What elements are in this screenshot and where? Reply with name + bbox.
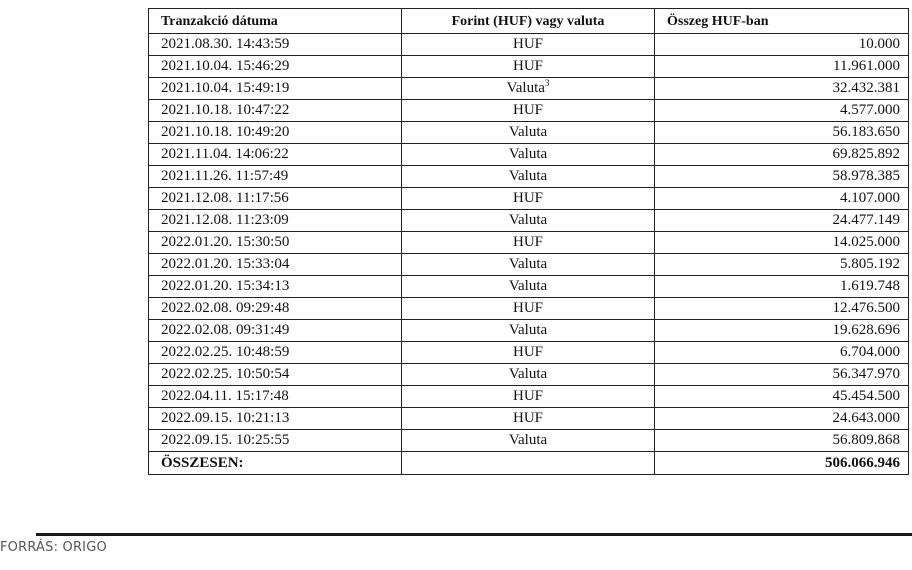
transaction-date-cell: 2022.02.25. 10:50:54 xyxy=(149,364,402,386)
amount-cell: 24.643.000 xyxy=(655,408,909,430)
currency-type-label: Valuta xyxy=(508,278,548,294)
table-row xyxy=(149,232,909,254)
transaction-date-cell: 2021.11.26. 11:57:49 xyxy=(149,166,402,188)
currency-type-label: Valuta xyxy=(508,146,548,162)
transaction-date-cell: 2022.04.11. 15:17:48 xyxy=(149,386,402,408)
amount-cell: 5.805.192 xyxy=(655,254,909,276)
table-row xyxy=(149,56,909,78)
amount-cell: 58.978.385 xyxy=(655,166,909,188)
currency-type-cell xyxy=(402,320,655,342)
transaction-date-cell: 2021.11.04. 14:06:22 xyxy=(149,144,402,166)
table-row xyxy=(149,298,909,320)
header-transaction-date: Tranzakció dátuma xyxy=(149,9,402,34)
amount-cell: 32.432.381 xyxy=(655,78,909,100)
currency-type-cell xyxy=(402,100,655,122)
currency-type-label: HUF xyxy=(512,344,543,360)
currency-type-label: Valuta xyxy=(508,168,548,184)
total-empty-cell xyxy=(402,452,655,475)
amount-cell: 12.476.500 xyxy=(655,298,909,320)
currency-type-cell xyxy=(402,430,655,452)
table-row xyxy=(149,122,909,144)
currency-type-cell xyxy=(402,144,655,166)
table-row xyxy=(149,100,909,122)
table-row xyxy=(149,210,909,232)
amount-cell: 6.704.000 xyxy=(655,342,909,364)
amount-cell: 24.477.149 xyxy=(655,210,909,232)
table-row xyxy=(149,276,909,298)
transaction-date-cell: 2021.10.18. 10:47:22 xyxy=(149,100,402,122)
table-row xyxy=(149,78,909,100)
table-row xyxy=(149,254,909,276)
amount-cell: 1.619.748 xyxy=(655,276,909,298)
currency-type-cell xyxy=(402,298,655,320)
table-row xyxy=(149,34,909,56)
currency-type-label: Valuta xyxy=(506,80,545,96)
currency-type-label: Valuta xyxy=(508,322,548,338)
total-row xyxy=(149,452,909,475)
header-amount-huf: Összeg HUF-ban xyxy=(655,9,909,34)
transaction-table xyxy=(148,8,909,475)
currency-type-label: HUF xyxy=(512,102,543,118)
currency-type-label: HUF xyxy=(512,234,543,250)
amount-cell: 19.628.696 xyxy=(655,320,909,342)
currency-type-label: Valuta xyxy=(508,432,548,448)
table-body xyxy=(149,34,909,452)
divider-line xyxy=(36,533,912,536)
amount-cell: 56.183.650 xyxy=(655,122,909,144)
transaction-date-cell: 2021.12.08. 11:17:56 xyxy=(149,188,402,210)
transaction-date-cell: 2022.09.15. 10:25:55 xyxy=(149,430,402,452)
transaction-date-cell: 2022.09.15. 10:21:13 xyxy=(149,408,402,430)
currency-type-label: Valuta xyxy=(508,256,548,272)
currency-type-label: HUF xyxy=(512,410,543,426)
amount-cell: 10.000 xyxy=(655,34,909,56)
source-caption: FORRÁS: ORIGO xyxy=(0,540,107,555)
total-amount: 506.066.946 xyxy=(655,452,909,475)
currency-type-cell xyxy=(402,78,655,100)
table-row xyxy=(149,430,909,452)
amount-cell: 56.347.970 xyxy=(655,364,909,386)
footnote-marker: 3 xyxy=(544,78,550,88)
currency-type-cell xyxy=(402,342,655,364)
amount-cell: 56.809.868 xyxy=(655,430,909,452)
transaction-date-cell: 2022.02.08. 09:29:48 xyxy=(149,298,402,320)
amount-cell: 4.107.000 xyxy=(655,188,909,210)
table-row xyxy=(149,386,909,408)
currency-type-label: Valuta xyxy=(508,124,548,140)
amount-cell: 69.825.892 xyxy=(655,144,909,166)
currency-type-cell xyxy=(402,232,655,254)
currency-type-label: HUF xyxy=(512,300,543,316)
table-row xyxy=(149,188,909,210)
transaction-date-cell: 2022.01.20. 15:30:50 xyxy=(149,232,402,254)
currency-type-cell xyxy=(402,210,655,232)
table-row xyxy=(149,342,909,364)
transaction-date-cell: 2021.08.30. 14:43:59 xyxy=(149,34,402,56)
transaction-date-cell: 2021.10.04. 15:46:29 xyxy=(149,56,402,78)
transaction-date-cell: 2021.10.18. 10:49:20 xyxy=(149,122,402,144)
header-currency-type: Forint (HUF) vagy valuta xyxy=(402,9,655,34)
currency-type-cell xyxy=(402,408,655,430)
currency-type-cell xyxy=(402,276,655,298)
currency-type-cell xyxy=(402,56,655,78)
currency-type-cell xyxy=(402,188,655,210)
currency-type-label: Valuta xyxy=(508,212,548,228)
currency-type-label: HUF xyxy=(512,388,543,404)
amount-cell: 11.961.000 xyxy=(655,56,909,78)
table-row xyxy=(149,144,909,166)
table-row xyxy=(149,320,909,342)
currency-type-label: Valuta xyxy=(508,366,548,382)
transaction-date-cell: 2022.02.25. 10:48:59 xyxy=(149,342,402,364)
currency-type-cell xyxy=(402,166,655,188)
transaction-date-cell: 2022.01.20. 15:33:04 xyxy=(149,254,402,276)
transaction-date-cell: 2021.12.08. 11:23:09 xyxy=(149,210,402,232)
transaction-date-cell: 2021.10.04. 15:49:19 xyxy=(149,78,402,100)
table-row xyxy=(149,408,909,430)
transaction-date-cell: 2022.02.08. 09:31:49 xyxy=(149,320,402,342)
amount-cell: 45.454.500 xyxy=(655,386,909,408)
currency-type-cell xyxy=(402,386,655,408)
currency-type-label: HUF xyxy=(512,190,543,206)
currency-type-cell xyxy=(402,34,655,56)
currency-type-cell xyxy=(402,254,655,276)
table-row xyxy=(149,166,909,188)
currency-type-cell xyxy=(402,364,655,386)
table-header-row xyxy=(149,9,909,34)
amount-cell: 4.577.000 xyxy=(655,100,909,122)
currency-type-label: HUF xyxy=(512,58,543,74)
table-row xyxy=(149,364,909,386)
transaction-date-cell: 2022.01.20. 15:34:13 xyxy=(149,276,402,298)
currency-type-cell xyxy=(402,122,655,144)
currency-type-label: HUF xyxy=(512,36,543,52)
amount-cell: 14.025.000 xyxy=(655,232,909,254)
total-label: ÖSSZESEN: xyxy=(149,452,402,475)
